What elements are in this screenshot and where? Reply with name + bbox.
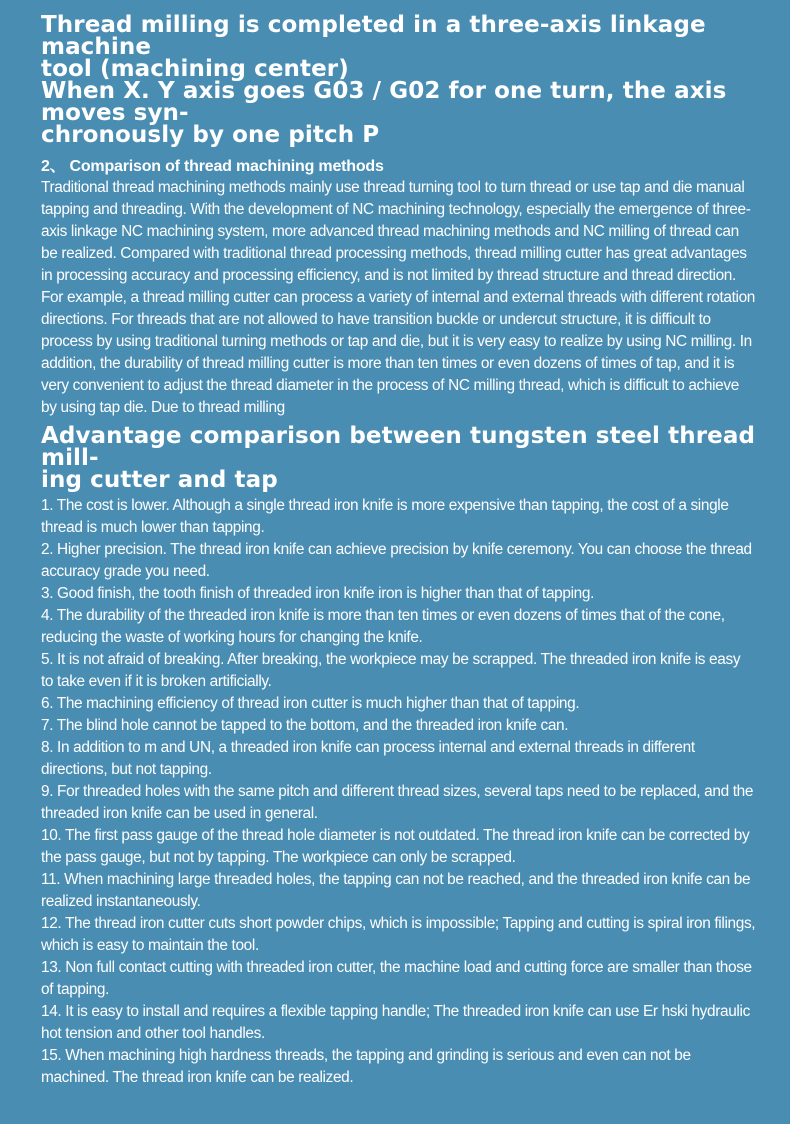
list-item: 2. Higher precision. The thread iron knife can achieve precision by knife ceremony. You can choose the thread accuracy grade you need. (41, 541, 752, 580)
heading-line: When X. Y axis goes G03 / G02 for one turn, the axis moves syn- (41, 78, 727, 126)
list-item: 9. For threaded holes with the same pitch and different thread sizes, several taps need to be replaced, and the threaded iron knife can be used in general. (41, 783, 754, 822)
heading-line: tool (machining center) (41, 56, 349, 82)
heading-thread-milling (41, 14, 756, 146)
section-title: Comparison of thread machining methods (69, 158, 384, 175)
list-item: 8. In addition to m and UN, a threaded iron knife can process internal and external threads in different directions, but not tapping. (41, 739, 695, 778)
list-item: 12. The thread iron cutter cuts short powder chips, which is impossible; Tapping and cutting is spiral iron filings, which is easy to maintain the tool. (41, 915, 756, 954)
list-item: 13. Non full contact cutting with threaded iron cutter, the machine load and cutting force are smaller than those of tapping. (41, 959, 752, 998)
list-item: 4. The durability of the threaded iron knife is more than ten times or even dozens of times that of the cone, reducing the waste of working hours for changing the knife. (41, 607, 725, 646)
list-item: 1. The cost is lower. Although a single thread iron knife is more expensive than tapping, the cost of a single thread is much lower than tapping. (41, 497, 729, 536)
advantages-list (41, 495, 756, 1089)
heading-line: ing cutter and tap (41, 467, 278, 493)
list-item: 15. When machining high hardness threads, the tapping and grinding is serious and even can not be machined. The thread iron knife can be realized. (41, 1047, 691, 1086)
list-item: 14. It is easy to install and requires a flexible tapping handle; The threaded iron knife can use Er hski hydraulic hot tension and other tool handles. (41, 1003, 750, 1042)
list-item: 5. It is not afraid of breaking. After breaking, the workpiece may be scrapped. The threaded iron knife is easy to take even if it is broken artificially. (41, 651, 741, 690)
list-item: 3. Good finish, the tooth finish of threaded iron knife iron is higher than that of tapping. (41, 585, 595, 602)
comparison-paragraph: Traditional thread machining methods mainly use thread turning tool to turn thread or use tap and die manual tapping and threading. With the development of NC machining technology, especially the emergence of three-axis linkage NC machining system, more advanced thread machining methods and NC milling of thread can be realized. Compared with traditional thread processing methods, thread milling cutter has great advantages in processing accuracy and processing efficiency, and is not limited by thread structure and thread direction. For example, a thread milling cutter can process a variety of internal and external threads with different rotation directions. For threads that are not allowed to have transition buckle or undercut structure, it is difficult to process by using traditional turning methods or tap and die, but it is very easy to realize by using NC milling. In addition, the durability of thread milling cutter is more than ten times or even dozens of times of tap, and it is very convenient to adjust the thread diameter in the process of NC milling thread, which is difficult to achieve by using tap die. Due to thread milling (41, 179, 755, 416)
list-item: 10. The first pass gauge of the thread hole diameter is not outdated. The thread iron knife can be corrected by the pass gauge, but not by tapping. The workpiece can only be scrapped. (41, 827, 750, 866)
heading-advantage-comparison (41, 425, 756, 491)
list-item: 6. The machining efficiency of thread iron cutter is much higher than that of tapping. (41, 695, 580, 712)
section-number: 2、 (41, 158, 66, 175)
list-item: 11. When machining large threaded holes, the tapping can not be reached, and the threaded iron knife can be realized instantaneously. (41, 871, 751, 910)
list-item: 7. The blind hole cannot be tapped to the bottom, and the threaded iron knife can. (41, 717, 569, 734)
heading-line: chronously by one pitch P (41, 122, 380, 148)
heading-line: Advantage comparison between tungsten steel thread mill- (41, 423, 756, 471)
heading-line: Thread milling is completed in a three-axis linkage machine (41, 12, 706, 60)
section-heading-comparison (41, 157, 756, 177)
